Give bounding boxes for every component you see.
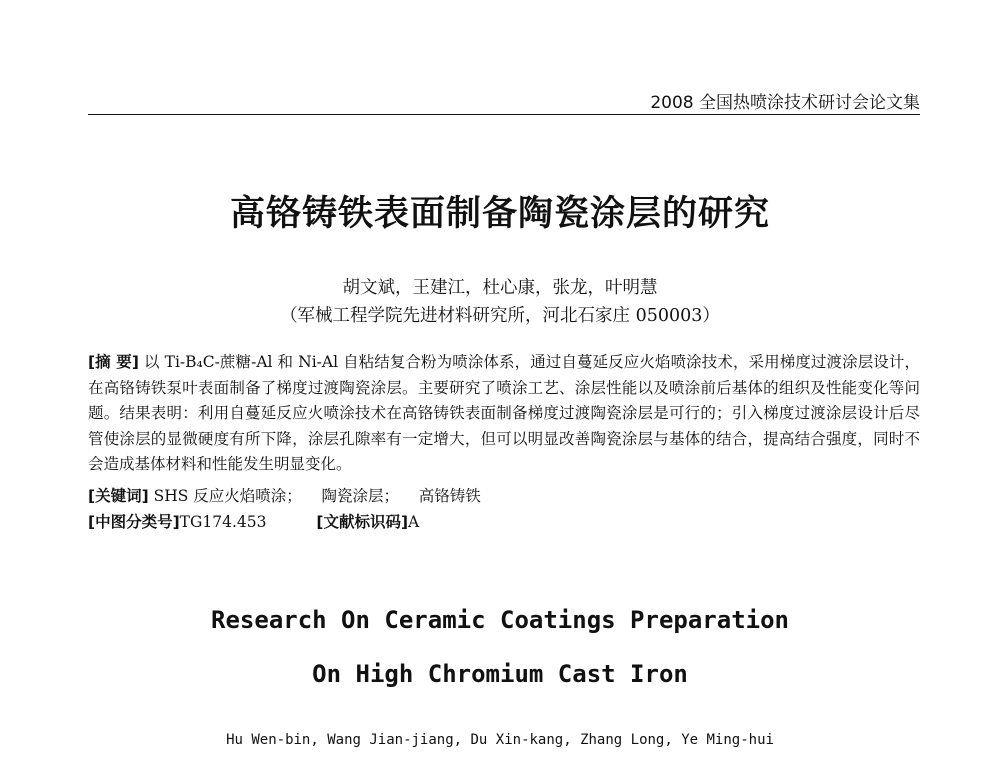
keyword-item: 陶瓷涂层； <box>321 487 400 505</box>
keyword-item: 高铬铸铁 <box>418 487 481 505</box>
classification-line <box>88 510 920 534</box>
abstract <box>88 350 920 478</box>
authors-chinese: 胡文斌，王建江，杜心康，张龙，叶明慧 <box>342 278 658 298</box>
header-rule <box>88 114 920 115</box>
title-english-line-2: On High Chromium Cast Iron <box>312 660 688 688</box>
clc-label: [中图分类号] <box>88 513 180 531</box>
keywords-label: [关键词] <box>88 487 149 505</box>
doc-code-label: [文献标识码] <box>316 513 409 531</box>
title-chinese: 高铬铸铁表面制备陶瓷涂层的研究 <box>229 193 770 234</box>
affiliation-chinese: （军械工程学院先进材料研究所，河北石家庄 050003） <box>280 306 720 326</box>
authors-english: Hu Wen-bin, Wang Jian-jiang, Du Xin-kang, Zhang Long, Ye Ming-hui <box>226 732 774 748</box>
keywords <box>88 484 920 508</box>
running-header: 2008 全国热喷涂技术研讨会论文集 <box>650 93 920 113</box>
keyword-item: SHS 反应火焰喷涂； <box>153 487 302 505</box>
abstract-text: 以 Ti-B₄C-蔗糖-Al 和 Ni-Al 自粘结复合粉为喷涂体系，通过自蔓延反应火焰喷涂技术，采用梯度过渡涂层设计，在高铬铸铁泵叶表面制备了梯度过渡陶瓷涂层。主要研究了喷涂工艺、涂层性能以及喷涂前后基体的组织及性能变化等问题。结果表明：利用自蔓延反应火喷涂技术在高铬铸铁表面制备梯度过渡陶瓷涂层是可行的；引入梯度过渡涂层设计后尽管使涂层的显微硬度有所下降，涂层孔隙率有一定增大，但可以明显改善陶瓷涂层与基体的结合，提高结合强度，同时不会造成基体材料和性能发生明显变化。 <box>88 353 920 473</box>
clc-value: TG174.453 <box>179 513 267 531</box>
abstract-label: [摘 要] <box>88 353 139 371</box>
doc-code-value: A <box>408 513 420 531</box>
title-english-line-1: Research On Ceramic Coatings Preparation <box>211 606 789 634</box>
